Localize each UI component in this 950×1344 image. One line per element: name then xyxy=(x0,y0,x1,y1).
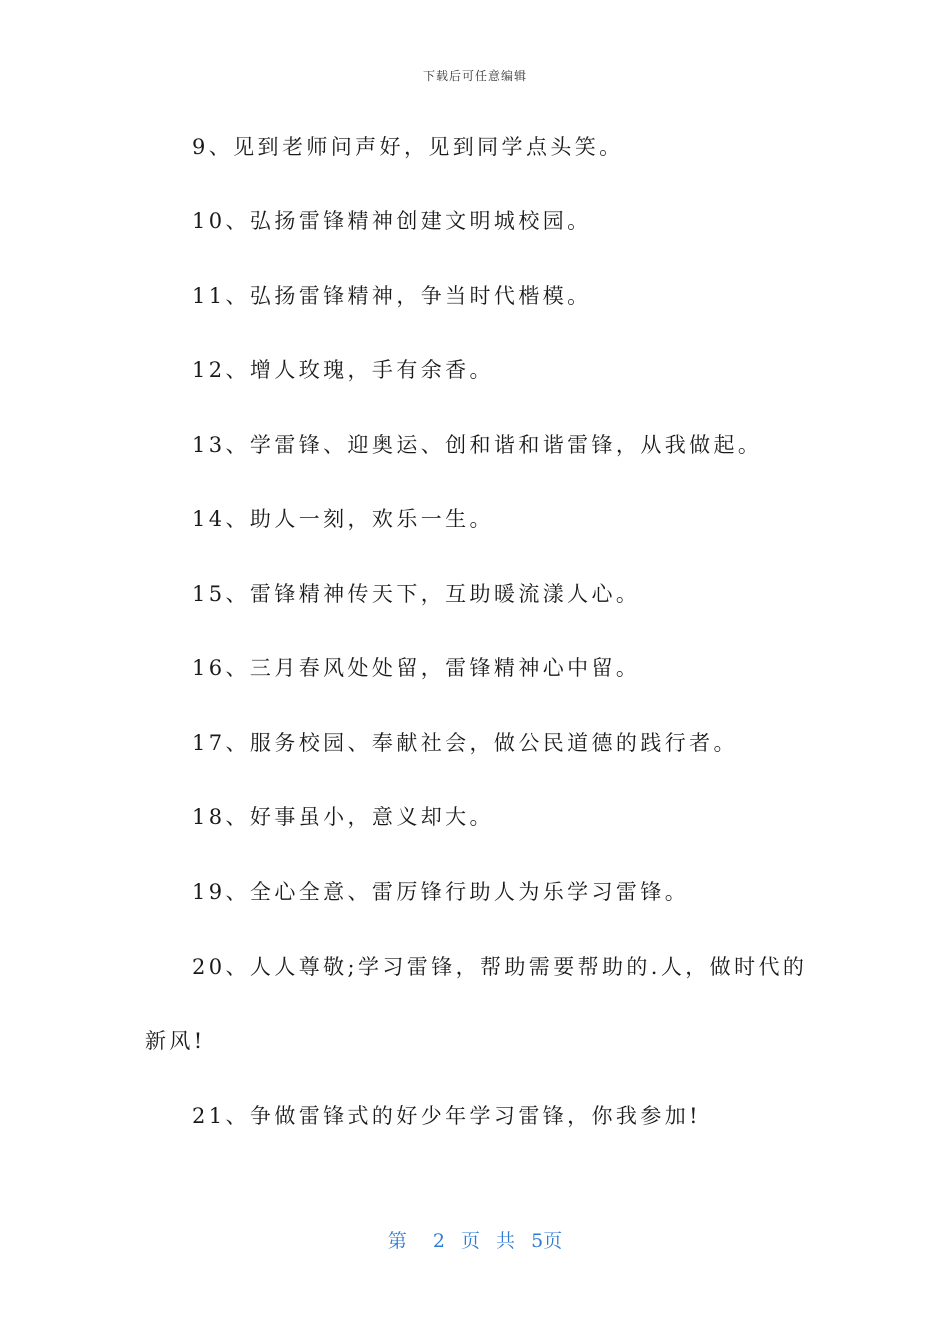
list-item: 17、服务校园、奉献社会，做公民道德的践行者。 xyxy=(192,731,738,755)
list-item: 20、人人尊敬;学习雷锋，帮助需要帮助的.人，做时代的 xyxy=(192,955,808,979)
list-item: 10、弘扬雷锋精神创建文明城校园。 xyxy=(192,209,592,233)
footer-ye: 页 xyxy=(460,1230,480,1252)
list-item: 19、全心全意、雷厉锋行助人为乐学习雷锋。 xyxy=(192,880,690,904)
page-header: 下载后可任意编辑 xyxy=(422,69,527,83)
footer-gong: 共 xyxy=(496,1230,516,1252)
footer-total-pages: 5页 xyxy=(531,1230,563,1252)
list-item: 16、三月春风处处留，雷锋精神心中留。 xyxy=(192,656,641,680)
footer-page-number: 2 xyxy=(432,1230,445,1252)
list-item: 18、好事虽小，意义却大。 xyxy=(192,805,494,829)
list-item: 14、助人一刻，欢乐一生。 xyxy=(192,507,494,531)
list-item-continuation: 新风! xyxy=(145,1029,206,1053)
list-item: 13、学雷锋、迎奥运、创和谐和谐雷锋，从我做起。 xyxy=(192,433,763,457)
list-item: 21、争做雷锋式的好少年学习雷锋，你我参加! xyxy=(192,1104,701,1128)
list-item: 12、增人玫瑰，手有余香。 xyxy=(192,358,494,382)
list-item: 9、见到老师问声好，见到同学点头笑。 xyxy=(192,135,624,159)
page-footer xyxy=(0,1226,950,1253)
list-item: 15、雷锋精神传天下，互助暖流漾人心。 xyxy=(192,582,641,606)
footer-di: 第 xyxy=(387,1230,407,1252)
list-item: 11、弘扬雷锋精神，争当时代楷模。 xyxy=(192,284,592,308)
